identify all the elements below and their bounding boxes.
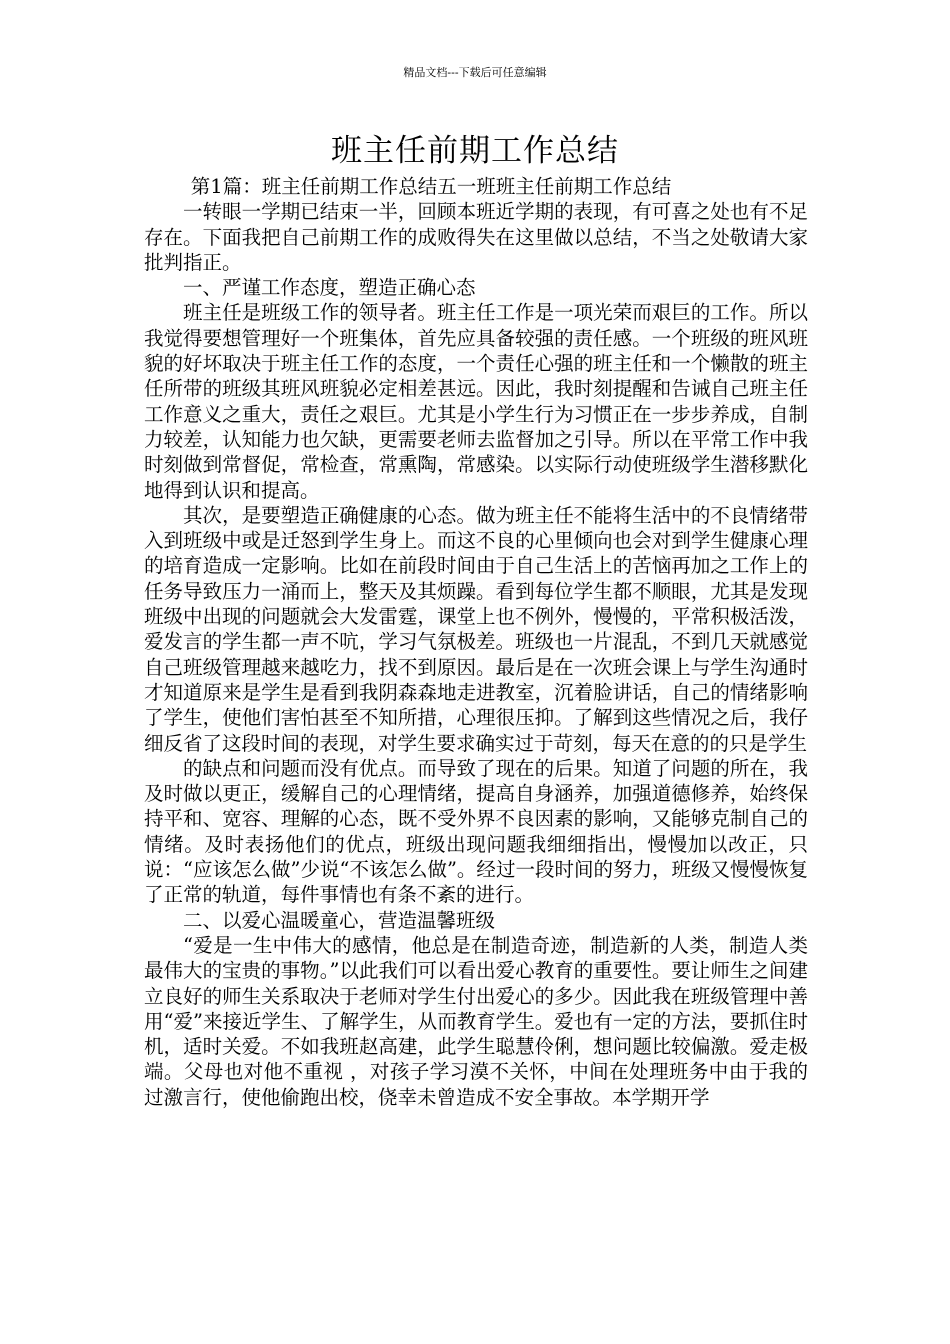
document-title: 班主任前期工作总结 bbox=[331, 133, 619, 169]
document-body bbox=[144, 174, 808, 1110]
paragraph: “爱是一生中伟大的感情，他总是在制造奇迹，制造新的人类，制造人类最伟大的宝贵的事物。”以此我们可以看出爱心教育的重要性。要让师生之间建立良好的师生关系取决于老师对学生付出爱心的多少。因此我在班级管理中善用“爱”来接近学生、了解学生，从而教育学生。爱也有一定的方法，要抓住时机，适时关爱。不如我班赵高建，此学生聪慧伶俐，想问题比较偏激。爱走极端。父母也对他不重视 ，对孩子学习漠不关怀，中间在处理班务中由于我的过激言行，使他偷跑出校，侥幸未曾造成不安全事故。本学期开学 bbox=[144, 933, 808, 1109]
section-heading-2: 二、以爱心温暖童心，营造温馨班级 bbox=[183, 908, 496, 932]
paragraph: 的缺点和问题而没有优点。而导致了现在的后果。知道了问题的所在，我及时做以更正，缓解自己的心理情绪，提高自身涵养，加强道德修养，始终保持平和、宽容、理解的心态，既不受外界不良因素的影响，又能够克制自己的情绪。及时表扬他们的优点，班级出现问题我细细指出，慢慢加以改正，只说：“应该怎么做”少说“不该怎么做”。经过一段时间的努力，班级又慢慢恢复了正常的轨道，每件事情也有条不紊的进行。 bbox=[144, 756, 808, 907]
paragraph: 班主任是班级工作的领导者。班主任工作是一项光荣而艰巨的工作。所以我觉得要想管理好一个班集体，首先应具备较强的责任感。一个班级的班风班貌的好坏取决于班主任工作的态度，一个责任心强的班主任和一个懒散的班主任所带的班级其班风班貌必定相差甚远。因此，我时刻提醒和告诫自己班主任工作意义之重大，责任之艰巨。尤其是小学生行为习惯正在一步步养成，自制力较差，认知能力也欠缺，更需要老师去监督加之引导。所以在平常工作中我时刻做到常督促，常检查，常熏陶，常感染。以实际行动使班级学生潜移默化地得到认识和提高。 bbox=[144, 301, 808, 502]
section-heading-1: 一、严谨工作态度，塑造正确心态 bbox=[183, 276, 476, 300]
paragraph-intro: 一转眼一学期已结束一半，回顾本班近学期的表现，有可喜之处也有不足存在。下面我把自己前期工作的成败得失在这里做以总结，不当之处敬请大家批判指正。 bbox=[144, 200, 808, 274]
paragraph: 其次，是要塑造正确健康的心态。做为班主任不能将生活中的不良情绪带入到班级中或是迁怒到学生身上。而这不良的心里倾向也会对到学生健康心理的培育造成一定影响。比如在前段时间由于自己生活上的苦恼再加之工作上的任务导致压力一涌而上，整天及其烦躁。看到每位学生都不顺眼，尤其是发现班级中出现的问题就会大发雷霆，课堂上也不例外，慢慢的，平常积极活泼，爱发言的学生都一声不吭，学习气氛极差。班级也一片混乱，不到几天就感觉自己班级管理越来越吃力，找不到原因。最后是在一次班会课上与学生沟通时才知道原来是学生是看到我阴森森地走进教室，沉着脸讲话，自己的情绪影响了学生，使他们害怕甚至不知所措，心理很压抑。了解到这些情况之后，我仔细反省了这段时间的表现，对学生要求确实过于苛刻，每天在意的的只是学生 bbox=[144, 503, 808, 755]
page-header: 精品文档---下载后可任意编辑 bbox=[403, 66, 547, 79]
document-subtitle: 第1篇：班主任前期工作总结五一班班主任前期工作总结 bbox=[190, 175, 672, 198]
